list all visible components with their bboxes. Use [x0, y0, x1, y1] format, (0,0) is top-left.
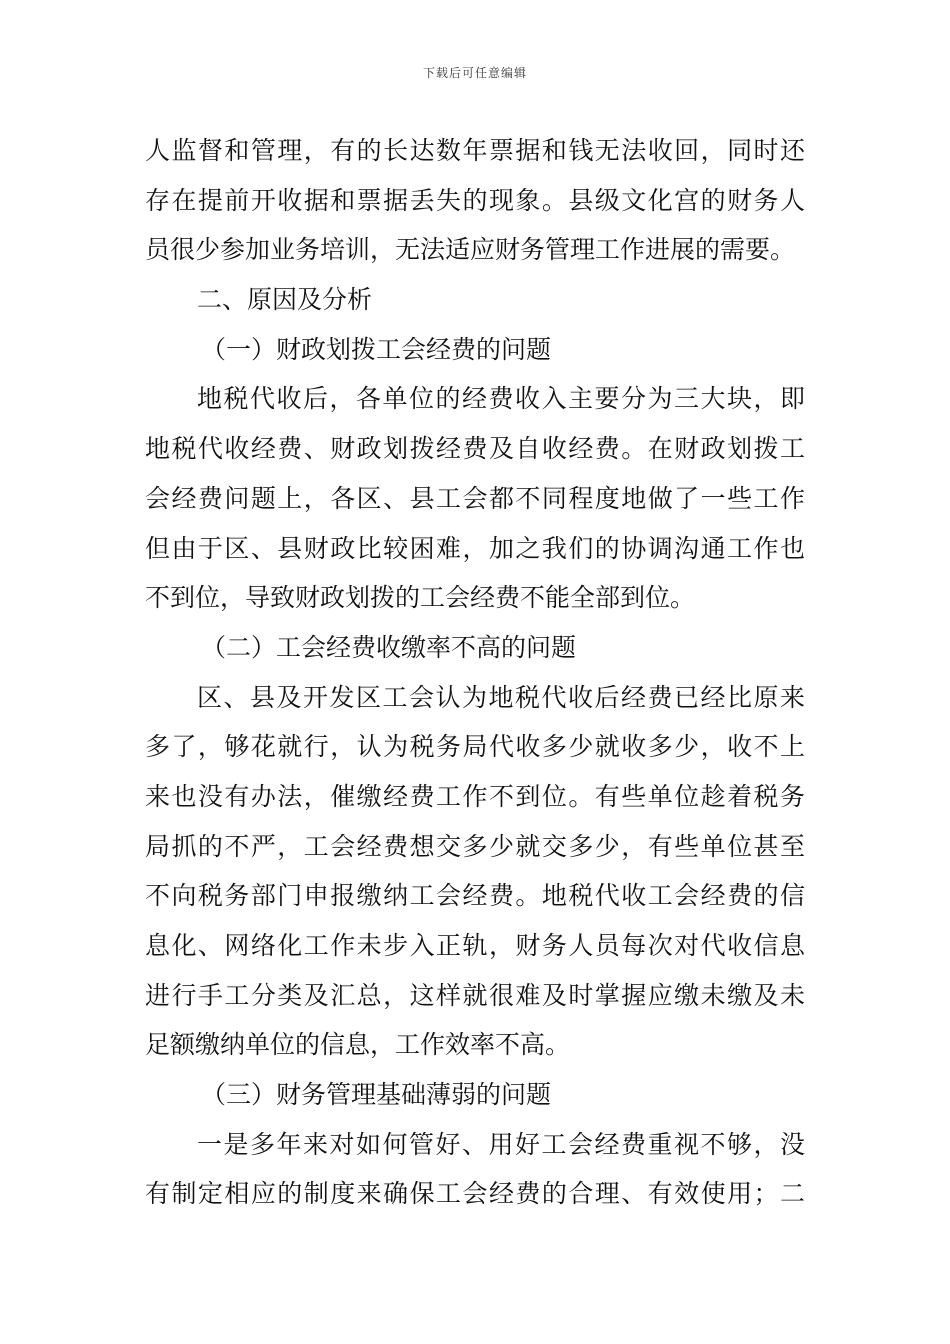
text-line: [145, 1020, 805, 1070]
text-line-content: 地税代收经费、财政划拨经费及自收经费。在财政划拨工: [145, 434, 805, 464]
text-line: [145, 871, 805, 921]
text-line: [145, 1070, 805, 1120]
page-header: 下载后可任意编辑: [422, 66, 527, 80]
text-line-content: 区、县及开发区工会认为地税代收后经费已经比原来: [197, 682, 805, 712]
text-line: [145, 225, 805, 275]
text-line-content: （一）财政划拨工会经费的问题: [201, 334, 552, 364]
text-line-content: 但由于区、县财政比较困难，加之我们的协调沟通工作也: [145, 533, 805, 563]
text-line: [145, 822, 805, 872]
text-line: [145, 921, 805, 971]
document-body: [145, 126, 805, 1219]
text-line: [145, 275, 805, 325]
text-line-content: （三）财务管理基础薄弱的问题: [201, 1080, 552, 1110]
text-line-content: 二、原因及分析: [197, 285, 373, 315]
text-line-content: 一是多年来对如何管好、用好工会经费重视不够，没: [197, 1129, 805, 1159]
text-line-content: 会经费问题上，各区、县工会都不同程度地做了一些工作: [145, 483, 805, 513]
text-line: [145, 474, 805, 524]
text-line: [145, 524, 805, 574]
text-line-content: 人监督和管理，有的长达数年票据和钱无法收回，同时还: [145, 136, 805, 165]
text-line-content: 不到位，导致财政划拨的工会经费不能全部到位。: [145, 583, 696, 613]
text-line-content: （二）工会经费收缴率不高的问题: [201, 632, 577, 662]
text-line: [145, 623, 805, 673]
text-line-content: 员很少参加业务培训，无法适应财务管理工作进展的需要。: [145, 235, 796, 265]
text-line: [145, 1169, 805, 1219]
text-line-content: 不向税务部门申报缴纳工会经费。地税代收工会经费的信: [145, 881, 805, 911]
text-line: [145, 971, 805, 1021]
text-line-content: 地税代收后，各单位的经费收入主要分为三大块，即: [197, 384, 805, 414]
text-line-content: 息化、网络化工作未步入正轨，财务人员每次对代收信息: [145, 931, 805, 960]
text-line-content: 进行手工分类及汇总，这样就很难及时掌握应缴未缴及未: [145, 980, 805, 1010]
text-line-content: 局抓的不严，工会经费想交多少就交多少，有些单位甚至: [145, 831, 805, 861]
text-line: [145, 772, 805, 822]
text-line-content: 存在提前开收据和票据丢失的现象。县级文化宫的财务人: [145, 185, 805, 215]
text-line: [145, 1120, 805, 1170]
text-line: [145, 573, 805, 623]
text-line: [145, 374, 805, 424]
text-line-content: 足额缴纳单位的信息，工作效率不高。: [145, 1030, 571, 1060]
text-line: [145, 126, 805, 176]
text-line: [145, 722, 805, 772]
text-line: [145, 176, 805, 226]
text-line: [145, 325, 805, 375]
text-line-content: 来也没有办法，催缴经费工作不到位。有些单位趁着税务: [145, 781, 805, 811]
text-line: [145, 424, 805, 474]
text-line-content: 有制定相应的制度来确保工会经费的合理、有效使用；二: [145, 1179, 805, 1209]
text-line-content: 多了，够花就行，认为税务局代收多少就收多少，收不上: [145, 732, 805, 762]
text-line: [145, 673, 805, 723]
